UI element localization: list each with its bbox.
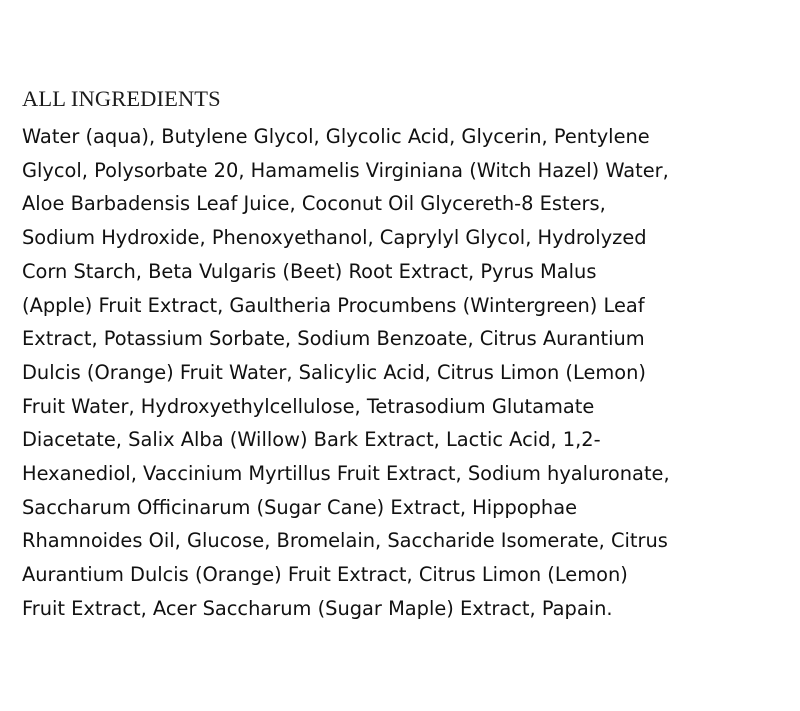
ingredients-list	[22, 120, 792, 626]
ingredients-line: Hexanediol, Vaccinium Myrtillus Fruit Extract, Sodium hyaluronate,	[22, 462, 670, 486]
ingredients-line: Extract, Potassium Sorbate, Sodium Benzoate, Citrus Aurantium	[22, 327, 645, 351]
ingredients-line: Corn Starch, Beta Vulgaris (Beet) Root Extract, Pyrus Malus	[22, 259, 597, 283]
ingredients-section	[22, 84, 792, 626]
ingredients-line: Diacetate, Salix Alba (Willow) Bark Extract, Lactic Acid, 1,2-	[22, 428, 601, 452]
ingredients-line: Dulcis (Orange) Fruit Water, Salicylic Acid, Citrus Limon (Lemon)	[22, 360, 646, 384]
ingredients-line: Fruit Water, Hydroxyethylcellulose, Tetrasodium Glutamate	[22, 394, 595, 418]
ingredients-line: Sodium Hydroxide, Phenoxyethanol, Caprylyl Glycol, Hydrolyzed	[22, 226, 647, 250]
ingredients-line: Aurantium Dulcis (Orange) Fruit Extract, Citrus Limon (Lemon)	[22, 563, 628, 587]
ingredients-line: Aloe Barbadensis Leaf Juice, Coconut Oil Glycereth-8 Esters,	[22, 192, 606, 216]
ingredients-line: Fruit Extract, Acer Saccharum (Sugar Maple) Extract, Papain.	[22, 596, 613, 620]
ingredients-line: Glycol, Polysorbate 20, Hamamelis Virginiana (Witch Hazel) Water,	[22, 158, 669, 182]
ingredients-heading: ALL INGREDIENTS	[22, 86, 221, 111]
ingredients-line: (Apple) Fruit Extract, Gaultheria Procumbens (Wintergreen) Leaf	[22, 293, 645, 317]
ingredients-line: Water (aqua), Butylene Glycol, Glycolic Acid, Glycerin, Pentylene	[22, 125, 650, 148]
ingredients-line: Rhamnoides Oil, Glucose, Bromelain, Saccharide Isomerate, Citrus	[22, 529, 668, 553]
ingredients-line: Saccharum Officinarum (Sugar Cane) Extract, Hippophae	[22, 495, 578, 519]
